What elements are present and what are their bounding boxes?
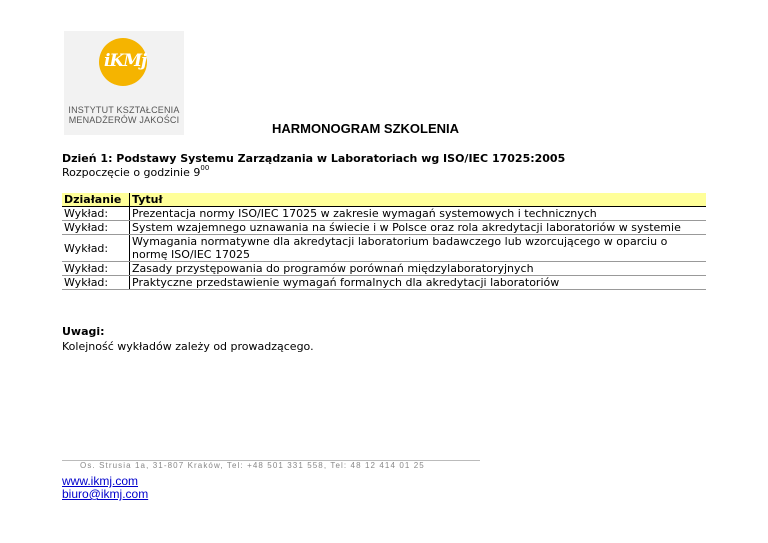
notes-text: Kolejność wykładów zależy od prowadzącego. (62, 340, 314, 353)
email-link[interactable]: biuro@ikmj.com (62, 487, 149, 501)
start-superscript: 00 (200, 164, 210, 172)
table-row (62, 235, 706, 262)
schedule-table (62, 193, 706, 290)
start-text: Rozpoczęcie o godzinie 9 (62, 166, 201, 179)
activity-cell: Wykład: (62, 262, 130, 276)
title-cell: System wzajemnego uznawania na świecie i w Polsce oraz rola akredytacji laboratoriów w systemie (130, 221, 707, 235)
title-cell: Prezentacja normy ISO/IEC 17025 w zakresie wymagań systemowych i technicznych (130, 207, 707, 221)
table-row (62, 276, 706, 290)
page-title: HARMONOGRAM SZKOLENIA (272, 121, 460, 136)
website-link[interactable]: www.ikmj.com (62, 474, 139, 488)
logo-mark: iKMj (104, 51, 147, 71)
column-header-activity: Działanie (62, 193, 130, 207)
title-cell: Zasady przystępowania do programów porównań międzylaboratoryjnych (130, 262, 707, 276)
table-row (62, 207, 706, 221)
company-logo (64, 31, 184, 135)
activity-cell: Wykład: (62, 235, 130, 262)
table-row (62, 221, 706, 235)
column-header-title: Tytuł (130, 193, 707, 207)
logo-caption-line1: INSTYTUT KSZTAŁCENIA (68, 105, 180, 115)
notes-heading: Uwagi: (62, 325, 105, 338)
footer-address: Os. Strusia 1a, 31-807 Kraków, Tel: +48 501 331 558, Tel: 48 12 414 01 25 (80, 461, 425, 470)
start-time (62, 166, 209, 179)
logo-caption (68, 105, 180, 125)
title-cell: Praktyczne przedstawienie wymagań formalnych dla akredytacji laboratoriów (130, 276, 707, 290)
day-heading: Dzień 1: Podstawy Systemu Zarządzania w Laboratoriach wg ISO/IEC 17025:2005 (62, 152, 566, 165)
activity-cell: Wykład: (62, 221, 130, 235)
title-cell: Wymagania normatywne dla akredytacji laboratorium badawczego lub wzorcującego w oparciu o normę ISO/IEC 17025 (130, 235, 707, 262)
logo-caption-line2: MENADŻERÓW JAKOŚCI (68, 115, 180, 125)
activity-cell: Wykład: (62, 276, 130, 290)
table-header-row (62, 193, 706, 207)
activity-cell: Wykład: (62, 207, 130, 221)
table-row (62, 262, 706, 276)
